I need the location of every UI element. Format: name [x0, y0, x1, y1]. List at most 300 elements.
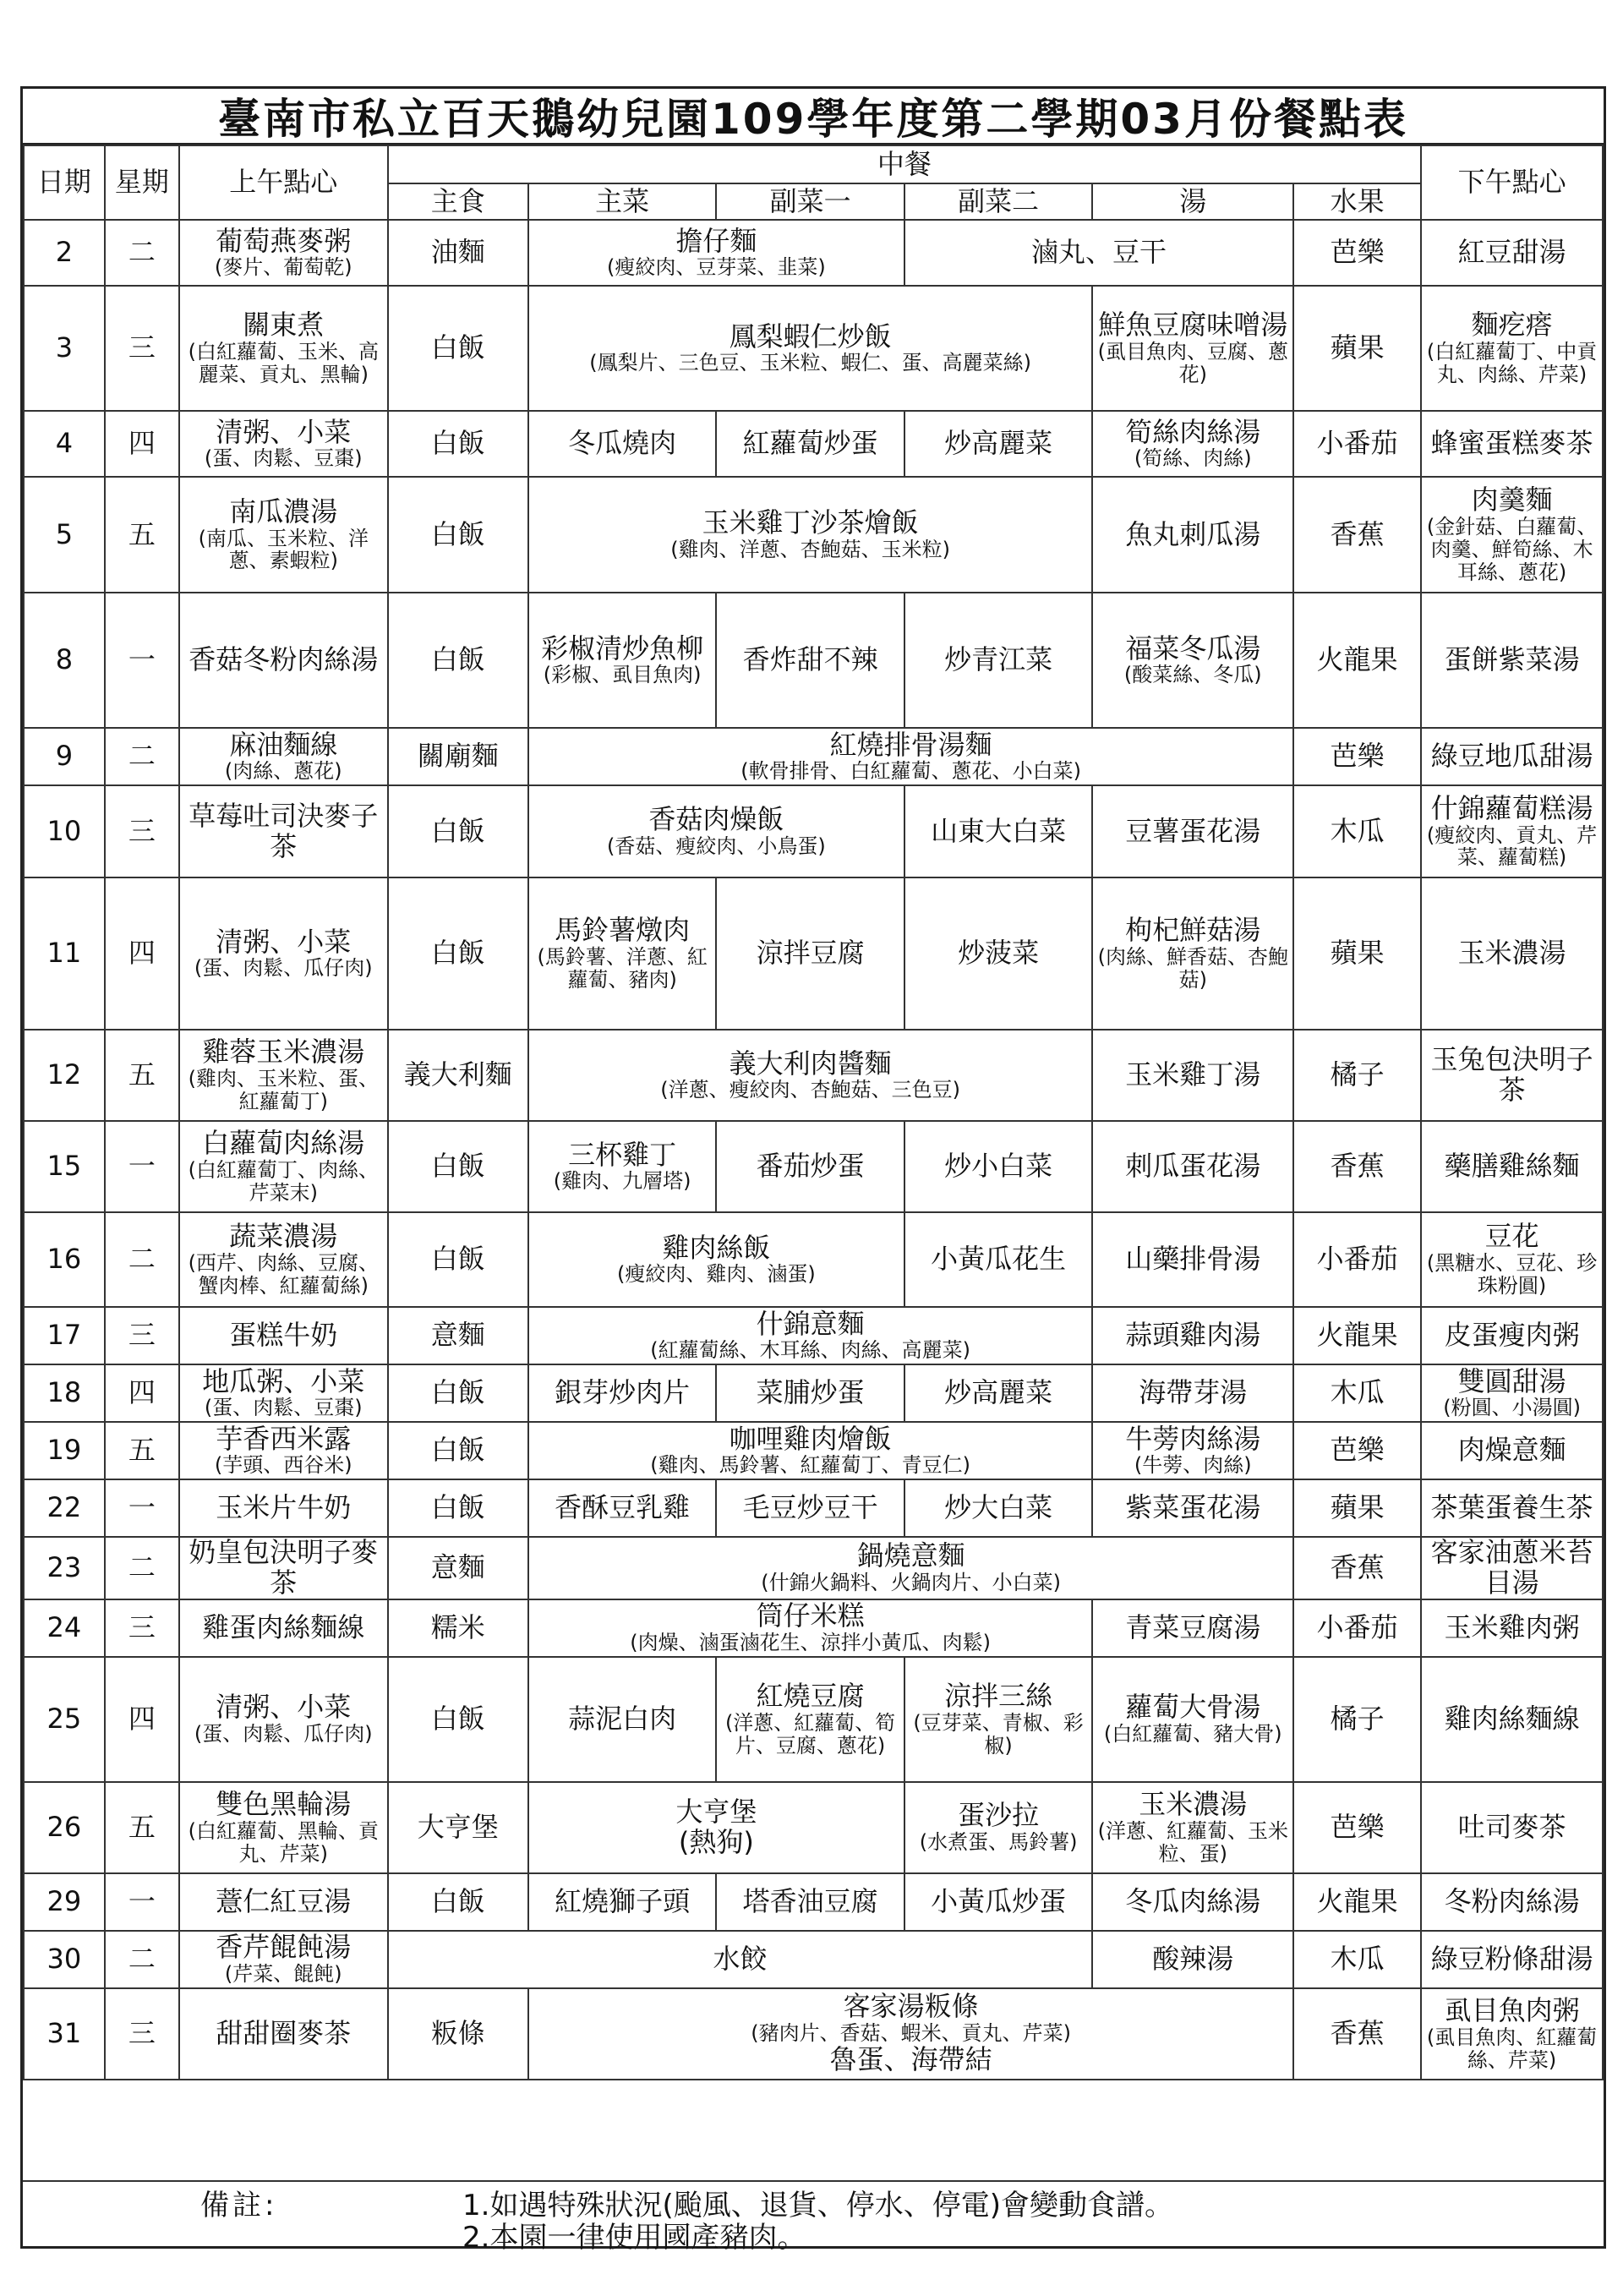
staple-cell-text: 意麵	[430, 1319, 485, 1352]
am-snack-cell-name: 雞蛋肉絲麵線	[202, 1610, 365, 1643]
side2-cell	[904, 1873, 1092, 1931]
day-cell	[24, 477, 105, 593]
header-am-snack: 上午點心	[179, 145, 388, 220]
header-staple: 主食	[388, 183, 528, 220]
staple-cell	[388, 220, 528, 286]
main-dish-cell	[528, 1657, 716, 1782]
staple-cell-text: 大亨堡	[417, 1810, 499, 1843]
table-row	[24, 1307, 1603, 1364]
am-snack-cell-detail: (蛋、肉鬆、瓜仔肉)	[194, 956, 373, 981]
lunch-dish-cell-detail: (肉燥、滷蛋滷花生、涼拌小黃瓜、肉鬆)	[630, 1631, 991, 1655]
weekday-cell-text: 二	[128, 1942, 156, 1975]
soup-cell	[1092, 1364, 1293, 1422]
am-snack-cell-name: 麻油麵線	[229, 728, 338, 761]
lunch-dish-cell-name: 紅燒排骨湯麵	[829, 728, 992, 761]
header-soup: 湯	[1092, 183, 1293, 220]
side2-cell-text: 山東大白菜	[931, 814, 1067, 847]
pm-snack-cell	[1421, 1782, 1603, 1873]
weekday-cell	[105, 1479, 179, 1537]
weekday-cell	[105, 593, 179, 728]
lunch-dish-cell	[388, 1931, 1093, 1988]
pm-snack-cell	[1421, 1479, 1603, 1537]
am-snack-cell-detail: (雞肉、玉米粒、蛋、紅蘿蔔丁)	[188, 1067, 379, 1113]
lunch-dish-cell	[528, 1212, 904, 1307]
day-cell-text: 18	[46, 1376, 82, 1409]
day-cell	[24, 1988, 105, 2080]
fruit-cell-text: 火龍果	[1316, 643, 1398, 676]
notes-label: 備註:	[200, 2189, 278, 2222]
pm-snack-cell-name: 豆花	[1484, 1220, 1539, 1253]
day-cell-text: 29	[46, 1884, 82, 1917]
day-cell	[24, 1479, 105, 1537]
soup-cell	[1092, 593, 1293, 728]
fruit-cell-text: 芭樂	[1330, 1810, 1385, 1843]
lunch-dish-cell-detail: (雞肉、馬鈴薯、紅蘿蔔丁、青豆仁)	[650, 1453, 970, 1478]
fruit-cell-text: 木瓜	[1330, 1376, 1385, 1409]
main-dish-cell	[528, 1873, 716, 1931]
am-snack-cell	[179, 1537, 388, 1599]
day-cell-text: 31	[46, 2016, 82, 2049]
pm-snack-cell-name: 麵疙瘩	[1471, 309, 1553, 342]
weekday-cell-text: 四	[128, 937, 156, 970]
side1-cell-text: 塔香油豆腐	[742, 1884, 878, 1917]
soup-cell-name: 鮮魚豆腐味噌湯	[1098, 309, 1288, 342]
fruit-cell-text: 芭樂	[1330, 740, 1385, 773]
fruit-cell	[1293, 1782, 1421, 1873]
pm-snack-cell	[1421, 593, 1603, 728]
lunch-dish-cell-detail: (雞肉、洋蔥、杏鮑菇、玉米粒)	[670, 537, 950, 561]
side2-cell	[904, 1364, 1092, 1422]
day-cell	[24, 220, 105, 286]
soup-cell-name: 青菜豆腐湯	[1125, 1610, 1261, 1643]
side2-cell-text: 小黃瓜炒蛋	[931, 1884, 1067, 1917]
soup-cell	[1092, 1657, 1293, 1782]
fruit-cell	[1293, 593, 1421, 728]
fruit-cell-text: 火龍果	[1316, 1884, 1398, 1917]
am-snack-cell-detail: (蛋、肉鬆、豆棗)	[204, 1396, 363, 1420]
notes-line-2: 2.本園一律使用國產豬肉。	[462, 2221, 806, 2255]
day-cell	[24, 728, 105, 785]
fruit-cell-text: 火龍果	[1316, 1319, 1398, 1352]
lunch-dish-cell-name: 雞肉絲飯	[662, 1231, 771, 1264]
staple-cell-text: 白飯	[430, 1884, 485, 1917]
staple-cell	[388, 877, 528, 1030]
weekday-cell-text: 一	[128, 1491, 156, 1524]
soup-cell-name: 牛蒡肉絲湯	[1125, 1422, 1261, 1455]
am-snack-cell	[179, 1782, 388, 1873]
am-snack-cell	[179, 877, 388, 1030]
am-snack-cell-name: 雙色黑輪湯	[216, 1787, 352, 1820]
side1-cell	[716, 1657, 904, 1782]
day-cell-text: 12	[46, 1058, 82, 1091]
pm-snack-cell-detail: (虱目魚肉、紅蘿蔔絲、芹菜)	[1426, 2025, 1598, 2072]
lunch-dish-cell	[528, 220, 904, 286]
weekday-cell	[105, 1212, 179, 1307]
day-cell-text: 17	[46, 1319, 82, 1352]
table-row	[24, 1599, 1603, 1657]
am-snack-cell	[179, 728, 388, 785]
pm-snack-cell	[1421, 1537, 1603, 1599]
staple-cell	[388, 286, 528, 411]
lunch-dish-cell-text: 水餃	[713, 1942, 768, 1975]
header-fruit: 水果	[1293, 183, 1421, 220]
table-row	[24, 1212, 1603, 1307]
pm-snack-cell-name: 藥膳雞絲麵	[1444, 1150, 1580, 1183]
table-row	[24, 593, 1603, 728]
pm-snack-cell-name: 茶葉蛋養生茶	[1430, 1491, 1593, 1524]
side1-cell-text: 毛豆炒豆干	[742, 1491, 878, 1524]
side1-cell-text: 菜脯炒蛋	[756, 1376, 865, 1409]
staple-cell	[388, 1212, 528, 1307]
am-snack-cell-name: 清粥、小菜	[216, 415, 352, 448]
lunch-dish-cell-detail: (軟骨排骨、白紅蘿蔔、蔥花、小白菜)	[740, 759, 1081, 784]
table-row	[24, 1782, 1603, 1873]
lunch-dish-cell-detail: (紅蘿蔔絲、木耳絲、肉絲、高麗菜)	[650, 1338, 970, 1363]
soup-cell-name: 刺瓜蛋花湯	[1125, 1150, 1261, 1183]
weekday-cell	[105, 477, 179, 593]
header-lunch: 中餐	[388, 145, 1422, 183]
am-snack-cell-detail: (西芹、肉絲、豆腐、蟹肉棒、紅蘿蔔絲)	[188, 1251, 379, 1298]
table-row	[24, 1422, 1603, 1479]
day-cell	[24, 877, 105, 1030]
fruit-cell	[1293, 1121, 1421, 1212]
weekday-cell-text: 一	[128, 1150, 156, 1183]
menu-body	[24, 220, 1603, 2080]
soup-cell-name: 玉米雞丁湯	[1125, 1058, 1261, 1091]
weekday-cell	[105, 411, 179, 477]
lunch-dish-cell	[528, 785, 904, 877]
am-snack-cell	[179, 220, 388, 286]
day-cell	[24, 1422, 105, 1479]
staple-cell-text: 白飯	[430, 814, 485, 847]
staple-cell	[388, 1782, 528, 1873]
am-snack-cell-name: 玉米片牛奶	[216, 1491, 352, 1524]
main-dish-cell-detail: (熱狗)	[678, 1825, 754, 1858]
staple-cell-text: 白飯	[430, 517, 485, 550]
table-row	[24, 1873, 1603, 1931]
side1-cell-text: 番茄炒蛋	[756, 1150, 865, 1183]
side1-cell	[716, 1364, 904, 1422]
staple-cell-text: 白飯	[430, 1702, 485, 1735]
side2-cell-detail: (豆芽菜、青椒、彩椒)	[913, 1710, 1084, 1758]
main-dish-cell-name: 大亨堡	[675, 1795, 757, 1828]
main-dish-cell-name: 彩椒清炒魚柳	[541, 631, 704, 664]
pm-snack-cell-name: 吐司麥茶	[1457, 1810, 1566, 1843]
day-cell	[24, 1364, 105, 1422]
am-snack-cell-name: 清粥、小菜	[216, 1691, 352, 1724]
fruit-cell	[1293, 1479, 1421, 1537]
day-cell-text: 26	[46, 1810, 82, 1843]
pm-snack-cell-name: 玉兔包決明子茶	[1430, 1043, 1593, 1106]
page-title: 臺南市私立百天鵝幼兒園109學年度第二學期03月份餐點表	[23, 89, 1604, 145]
main-dish-cell-detail: (雞肉、九層塔)	[553, 1169, 691, 1194]
soup-cell-detail: (肉絲、鮮香菇、杏鮑菇)	[1097, 945, 1288, 992]
main-dish-cell-detail: (彩椒、虱目魚肉)	[543, 663, 702, 687]
staple-cell-text: 白飯	[430, 1376, 485, 1409]
main-dish-cell	[528, 411, 716, 477]
lunch-dish-cell	[528, 1537, 1293, 1599]
soup-cell-name: 酸辣湯	[1152, 1942, 1234, 1975]
table-row	[24, 286, 1603, 411]
soup-cell-name: 蘿蔔大骨湯	[1125, 1691, 1261, 1724]
weekday-cell	[105, 1782, 179, 1873]
table-row	[24, 1479, 1603, 1537]
day-cell-text: 2	[55, 236, 74, 269]
pm-snack-cell-name: 雞肉絲麵線	[1444, 1702, 1580, 1735]
fruit-cell-text: 香蕉	[1330, 517, 1385, 550]
day-cell-text: 16	[46, 1243, 82, 1276]
side2-cell-text: 炒菠菜	[958, 937, 1040, 970]
staple-cell	[388, 1537, 528, 1599]
pm-snack-cell-name: 紅豆甜湯	[1457, 236, 1566, 269]
staple-cell	[388, 1479, 528, 1537]
am-snack-cell-detail: (白紅蘿蔔、黑輪、貢丸、芹菜)	[188, 1818, 379, 1866]
lunch-dish-cell-name: 魯蛋、海帶結	[829, 2043, 992, 2076]
staple-cell	[388, 1307, 528, 1364]
side2-cell	[904, 1479, 1092, 1537]
main-dish-cell-text: 冬瓜燒肉	[568, 427, 677, 460]
fruit-cell-text: 小番茄	[1316, 427, 1398, 460]
menu-table	[23, 145, 1604, 2080]
weekday-cell-text: 一	[128, 643, 156, 676]
pm-snack-cell-detail: (粉圓、小湯圓)	[1443, 1396, 1581, 1420]
fruit-cell	[1293, 1873, 1421, 1931]
am-snack-cell-name: 草莓吐司決麥子茶	[189, 799, 379, 862]
weekday-cell	[105, 286, 179, 411]
am-snack-cell-name: 香芹餛飩湯	[216, 1931, 352, 1964]
am-snack-cell	[179, 1931, 388, 1988]
side2-cell	[904, 1212, 1092, 1307]
weekday-cell-text: 三	[128, 1610, 156, 1643]
staple-cell	[388, 1422, 528, 1479]
day-cell	[24, 1537, 105, 1599]
soup-cell-name: 玉米濃湯	[1139, 1787, 1248, 1820]
staple-cell	[388, 1988, 528, 2080]
soup-cell	[1092, 1307, 1293, 1364]
soup-cell-name: 山藥排骨湯	[1125, 1243, 1261, 1276]
fruit-cell-text: 芭樂	[1330, 1434, 1385, 1467]
am-snack-cell-name: 清粥、小菜	[216, 925, 352, 958]
am-snack-cell	[179, 286, 388, 411]
pm-snack-cell	[1421, 1307, 1603, 1364]
weekday-cell-text: 二	[128, 740, 156, 773]
header-side1: 副菜一	[716, 183, 904, 220]
pm-snack-cell	[1421, 1988, 1603, 2080]
table-row	[24, 1537, 1603, 1599]
side2-cell	[904, 1657, 1092, 1782]
day-cell-text: 24	[46, 1610, 82, 1643]
weekday-cell-text: 二	[128, 1550, 156, 1583]
soup-cell-detail: (牛蒡、肉絲)	[1134, 1453, 1252, 1478]
staple-cell-text: 糯米	[430, 1610, 485, 1643]
day-cell-text: 22	[46, 1491, 82, 1524]
weekday-cell-text: 三	[128, 2016, 156, 2049]
staple-cell-text: 白飯	[430, 331, 485, 364]
day-cell-text: 4	[55, 427, 74, 460]
soup-cell	[1092, 785, 1293, 877]
day-cell	[24, 785, 105, 877]
am-snack-cell-detail: (芋頭、西谷米)	[214, 1453, 352, 1478]
lunch-dish-cell	[528, 1422, 1092, 1479]
day-cell	[24, 1657, 105, 1782]
fruit-cell	[1293, 1364, 1421, 1422]
staple-cell	[388, 1364, 528, 1422]
weekday-cell-text: 三	[128, 1319, 156, 1352]
soup-cell-detail: (白紅蘿蔔、豬大骨)	[1103, 1722, 1282, 1747]
side2-cell	[904, 1782, 1092, 1873]
staple-cell-text: 關廟麵	[417, 740, 499, 773]
side2-cell-text: 小黃瓜花生	[931, 1243, 1067, 1276]
lunch-dish-cell-detail: (洋蔥、瘦絞肉、杏鮑菇、三色豆)	[660, 1078, 960, 1102]
soup-cell-name: 紫菜蛋花湯	[1125, 1491, 1261, 1524]
pm-snack-cell-name: 綠豆粉條甜湯	[1430, 1942, 1593, 1975]
fruit-cell-text: 木瓜	[1330, 814, 1385, 847]
am-snack-cell-name: 芋香西米露	[216, 1422, 352, 1455]
soup-cell	[1092, 477, 1293, 593]
soup-cell	[1092, 877, 1293, 1030]
fruit-cell	[1293, 877, 1421, 1030]
main-dish-cell-detail: (馬鈴薯、洋蔥、紅蘿蔔、豬肉)	[537, 945, 708, 992]
notes	[23, 2180, 1604, 2255]
day-cell-text: 10	[46, 814, 82, 847]
pm-snack-cell	[1421, 286, 1603, 411]
header-weekday: 星期	[105, 145, 179, 220]
weekday-cell-text: 五	[128, 1434, 156, 1467]
weekday-cell-text: 一	[128, 1884, 156, 1917]
day-cell	[24, 1030, 105, 1121]
am-snack-cell	[179, 593, 388, 728]
fruit-cell	[1293, 286, 1421, 411]
am-snack-cell-detail: (南瓜、玉米粒、洋蔥、素蝦粒)	[198, 526, 369, 573]
am-snack-cell-name: 奶皇包決明子麥茶	[189, 1537, 379, 1599]
side2-cell-text: 炒青江菜	[944, 643, 1053, 676]
pm-snack-cell-detail: (瘦絞肉、貢丸、芹菜、蘿蔔糕)	[1426, 823, 1598, 870]
lunch-dish-cell-detail: (什錦火鍋料、火鍋肉片、小白菜)	[761, 1571, 1061, 1595]
staple-cell	[388, 477, 528, 593]
lunch-dish-cell-detail: (瘦絞肉、豆芽菜、韭菜)	[607, 255, 826, 280]
day-cell	[24, 286, 105, 411]
day-cell-text: 11	[46, 937, 82, 970]
pm-snack-cell-name: 虱目魚肉粥	[1444, 1993, 1580, 2026]
weekday-cell	[105, 1364, 179, 1422]
table-row	[24, 220, 1603, 286]
fruit-cell-text: 木瓜	[1330, 1942, 1385, 1975]
weekday-cell	[105, 1988, 179, 2080]
notes-line-1: 1.如遇特殊狀況(颱風、退貨、停水、停電)會變動食譜。	[462, 2189, 1173, 2222]
main-dish-cell	[528, 1782, 904, 1873]
side2-cell	[904, 411, 1092, 477]
side2-cell	[904, 785, 1092, 877]
lunch-dish-cell-name: 鳳梨蝦仁炒飯	[729, 320, 892, 353]
weekday-cell-text: 五	[128, 517, 156, 550]
side2-cell-text: 炒小白菜	[944, 1150, 1053, 1183]
lunch-dish-cell-name: 玉米雞丁沙茶燴飯	[702, 506, 919, 539]
pm-snack-cell-name: 玉米雞肉粥	[1444, 1610, 1580, 1643]
pm-snack-cell-detail: (白紅蘿蔔丁、中貢丸、肉絲、芹菜)	[1426, 340, 1598, 386]
staple-cell-text: 油麵	[430, 236, 485, 269]
am-snack-cell-detail: (芹菜、餛飩)	[224, 1962, 342, 1987]
lunch-dish-cell	[528, 728, 1293, 785]
fruit-cell-text: 芭樂	[1330, 236, 1385, 269]
day-cell-text: 9	[55, 740, 74, 773]
soup-cell	[1092, 1599, 1293, 1657]
weekday-cell	[105, 1931, 179, 1988]
day-cell-text: 15	[46, 1150, 82, 1183]
weekday-cell-text: 四	[128, 1702, 156, 1735]
am-snack-cell-name: 地瓜粥、小菜	[202, 1364, 365, 1397]
weekday-cell	[105, 1307, 179, 1364]
staple-cell	[388, 593, 528, 728]
staple-cell	[388, 411, 528, 477]
day-cell	[24, 1873, 105, 1931]
am-snack-cell-detail: (蛋、肉鬆、豆棗)	[204, 446, 363, 471]
side-dish-cell-text: 滷丸、豆干	[1031, 236, 1167, 269]
day-cell	[24, 593, 105, 728]
fruit-cell-text: 小番茄	[1316, 1243, 1398, 1276]
lunch-dish-cell-name: 什錦意麵	[756, 1307, 865, 1340]
table-row	[24, 1657, 1603, 1782]
side1-cell	[716, 593, 904, 728]
fruit-cell	[1293, 477, 1421, 593]
staple-cell	[388, 785, 528, 877]
am-snack-cell-name: 雞蓉玉米濃湯	[202, 1036, 365, 1069]
menu-sheet	[20, 86, 1606, 2255]
pm-snack-cell	[1421, 1364, 1603, 1422]
soup-cell-detail: (虱目魚肉、豆腐、蔥花)	[1097, 340, 1288, 386]
fruit-cell	[1293, 728, 1421, 785]
soup-cell	[1092, 1782, 1293, 1873]
am-snack-cell	[179, 477, 388, 593]
day-cell	[24, 411, 105, 477]
fruit-cell-text: 蘋果	[1330, 937, 1385, 970]
main-dish-cell	[528, 1479, 716, 1537]
table-row	[24, 477, 1603, 593]
fruit-cell	[1293, 220, 1421, 286]
am-snack-cell-name: 葡萄燕麥粥	[216, 224, 352, 257]
lunch-dish-cell	[528, 1988, 1293, 2080]
soup-cell	[1092, 1479, 1293, 1537]
weekday-cell-text: 二	[128, 236, 156, 269]
table-row	[24, 728, 1603, 785]
pm-snack-cell-detail: (金針菇、白蘿蔔、肉羹、鮮筍絲、木耳絲、蔥花)	[1426, 515, 1598, 584]
fruit-cell	[1293, 411, 1421, 477]
fruit-cell-text: 蘋果	[1330, 331, 1385, 364]
am-snack-cell-name: 關東煮	[243, 309, 325, 342]
weekday-cell	[105, 1422, 179, 1479]
am-snack-cell	[179, 1988, 388, 2080]
fruit-cell-text: 香蕉	[1330, 1150, 1385, 1183]
am-snack-cell-name: 南瓜濃湯	[229, 495, 338, 528]
staple-cell-text: 白飯	[430, 643, 485, 676]
soup-cell-name: 豆薯蛋花湯	[1125, 814, 1261, 847]
day-cell	[24, 1212, 105, 1307]
soup-cell-name: 冬瓜肉絲湯	[1125, 1884, 1261, 1917]
side2-cell	[904, 593, 1092, 728]
lunch-dish-cell-name: 擔仔麵	[675, 224, 757, 257]
pm-snack-cell-name: 肉羹麵	[1471, 484, 1553, 517]
am-snack-cell-name: 薏仁紅豆湯	[216, 1884, 352, 1917]
side2-cell-text: 炒高麗菜	[944, 1376, 1053, 1409]
soup-cell-name: 福菜冬瓜湯	[1125, 631, 1261, 664]
pm-snack-cell-name: 皮蛋瘦肉粥	[1444, 1319, 1580, 1352]
staple-cell-text: 白飯	[430, 1491, 485, 1524]
side2-cell-name: 涼拌三絲	[944, 1679, 1053, 1712]
day-cell-text: 19	[46, 1434, 82, 1467]
side1-cell	[716, 1121, 904, 1212]
am-snack-cell-name: 蛋糕牛奶	[229, 1319, 338, 1352]
table-row	[24, 785, 1603, 877]
table-row	[24, 411, 1603, 477]
